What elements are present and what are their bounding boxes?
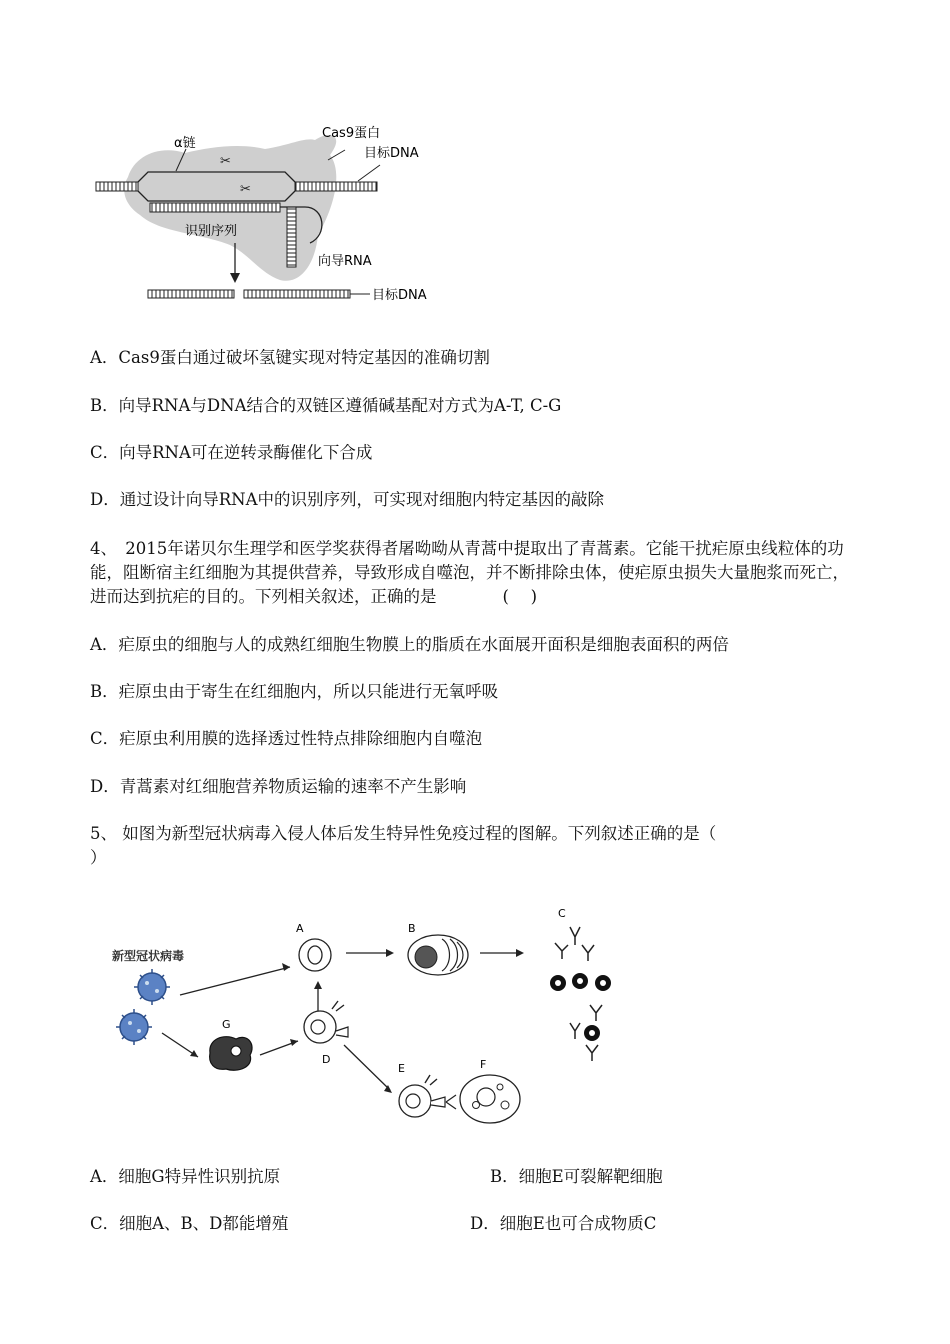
q4-option-a: A．疟原虫的细胞与人的成熟红细胞生物膜上的脂质在水面展开面积是细胞表面积的两倍: [90, 635, 729, 654]
label-g: G: [222, 1018, 231, 1031]
q5-option-a: A．细胞G特异性识别抗原: [90, 1167, 281, 1186]
q4-stem: 4、 2015年诺贝尔生理学和医学奖获得者屠呦呦从青蒿中提取出了青蒿素。它能干扰疟原虫线粒体的功能，阻断宿主红细胞为其提供营养，导致形成自噬泡，并不断排除虫体，使疟原虫损失大量胞浆而死亡，进而达到抗疟的目的。下列相关叙述，正确的是 ( ): [90, 539, 849, 606]
q3-option-b: B．向导RNA与DNA结合的双链区遵循碱基配对方式为A-T, C-G: [90, 396, 562, 415]
virus-label: 新型冠状病毒: [112, 949, 185, 963]
antigen-complexes: [550, 973, 611, 1041]
cell-g: [210, 1037, 252, 1071]
scissors-icon-2: ✂: [240, 182, 251, 197]
q4-option-b: B．疟原虫由于寄生在红细胞内，所以只能进行无氧呼吸: [90, 682, 499, 701]
q5-option-d: D．细胞E也可合成物质C: [470, 1214, 657, 1233]
recognition-duplex: [150, 203, 280, 212]
q4-option-c: C．疟原虫利用膜的选择透过性特点排除细胞内自噬泡: [90, 729, 483, 748]
guide-rna-label: 向导RNA: [318, 254, 372, 269]
target-dna-label-top: 目标DNA: [364, 146, 419, 161]
alpha-chain-label: α链: [174, 136, 196, 151]
label-a: A: [296, 922, 304, 935]
antibody-group: [555, 927, 602, 1061]
dna-ladder-right: [295, 182, 377, 191]
scissors-icon-1: ✂: [220, 154, 231, 169]
cas9-diagram: [90, 115, 460, 310]
virus-icon-1: [134, 969, 170, 1005]
cut-dna-left: [148, 290, 234, 298]
q4-option-d: D．青蒿素对红细胞营养物质运输的速率不产生影响: [90, 777, 467, 796]
q5-stem-line2: ）: [90, 848, 107, 867]
guide-rna-stem: [287, 207, 296, 267]
cut-dna-right: [244, 290, 350, 298]
q5-stem-line1: 5、 如图为新型冠状病毒入侵人体后发生特异性免疫过程的图解。下列叙述正确的是（: [90, 824, 717, 843]
virus-icon-2: [116, 1009, 152, 1045]
label-c: C: [558, 907, 566, 920]
label-e: E: [398, 1062, 405, 1075]
label-b: B: [408, 922, 416, 935]
q3-option-c: C．向导RNA可在逆转录酶催化下合成: [90, 443, 373, 462]
label-d: D: [322, 1053, 331, 1066]
label-f: F: [480, 1058, 487, 1071]
cas9-label: Cas9蛋白: [322, 126, 381, 141]
q3-option-d: D．通过设计向导RNA中的识别序列，可实现对细胞内特定基因的敲除: [90, 490, 605, 509]
dna-ladder-left: [96, 182, 138, 191]
immune-diagram: [100, 905, 640, 1135]
q5-option-b: B．细胞E可裂解靶细胞: [490, 1167, 663, 1186]
q3-option-a: A．Cas9蛋白通过破坏氢键实现对特定基因的准确切割: [90, 348, 490, 367]
target-dna-label-bottom: 目标DNA: [372, 288, 427, 303]
recognition-seq-label: 识别序列: [185, 224, 238, 239]
q5-option-c: C．细胞A、B、D都能增殖: [90, 1214, 289, 1233]
